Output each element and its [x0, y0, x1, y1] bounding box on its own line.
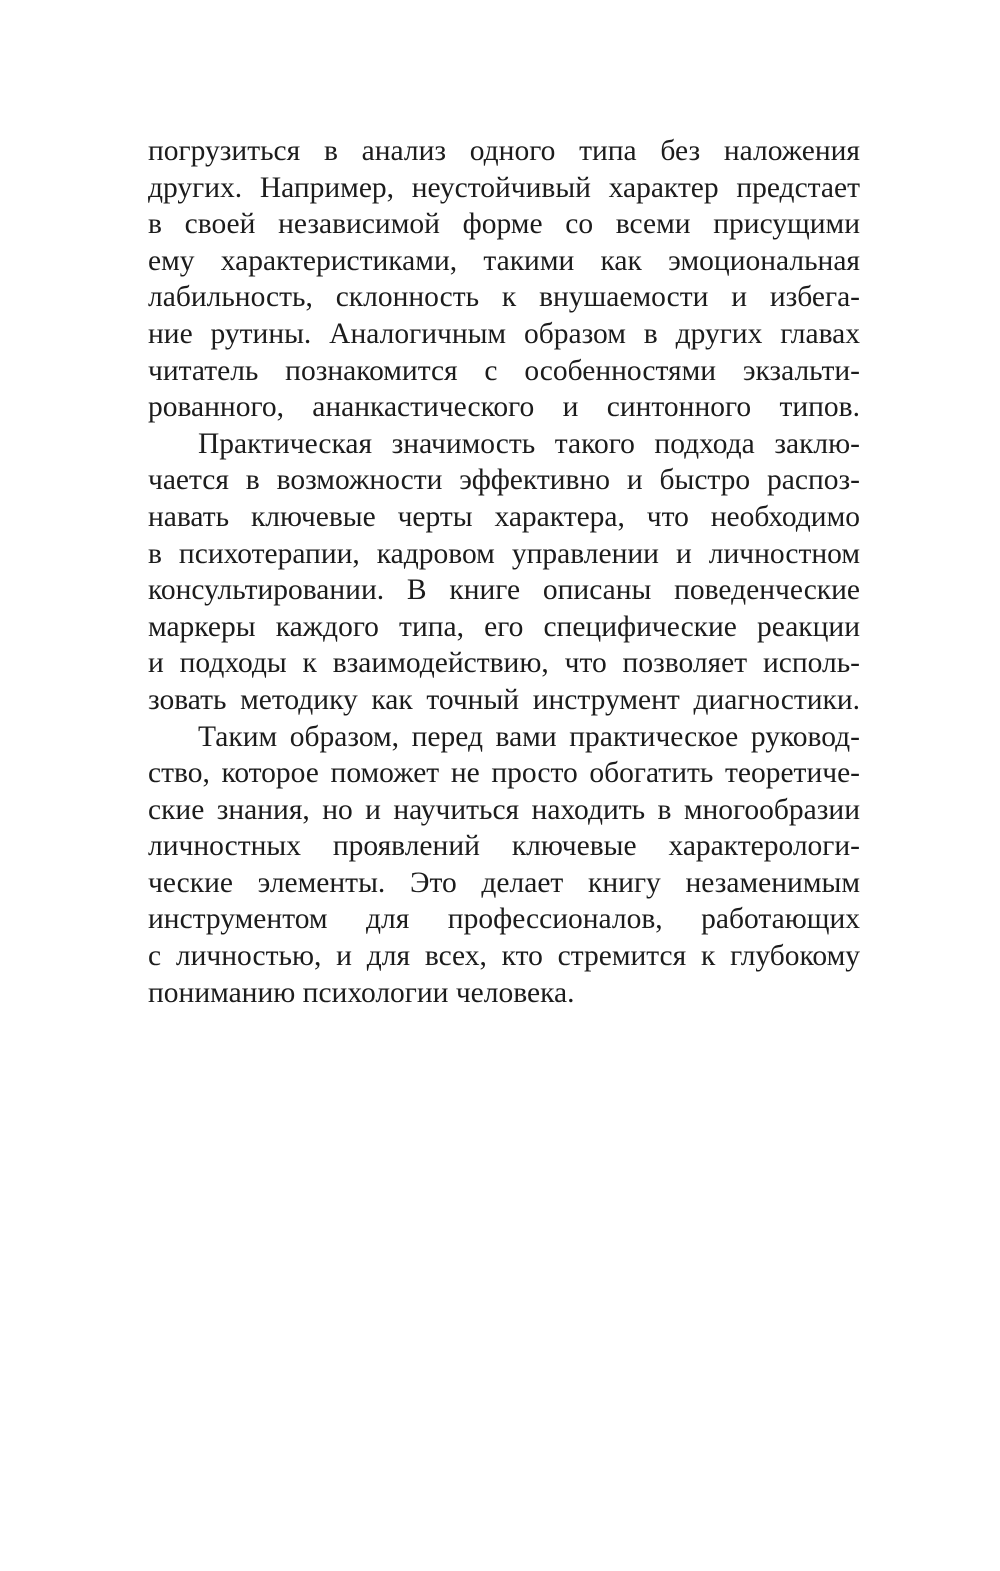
text-line: пониманию психологии человека. [148, 976, 575, 1009]
text-line: и подходы к взаимодействию, что позволяет исполь- [148, 647, 860, 680]
text-line: ческие элементы. Это делает книгу незаменимым [148, 866, 860, 899]
text-line: лабильность, склонность к внушаемости и избега- [148, 281, 860, 314]
body-text [148, 133, 860, 1011]
text-line: других. Например, неустойчивый характер предстает [148, 171, 860, 204]
text-line: рованного, ананкастического и синтонного типов. [148, 391, 860, 424]
text-line: читатель познакомится с особенностями экзальти- [148, 354, 860, 387]
text-line: ему характеристиками, такими как эмоциональная [148, 244, 860, 277]
text-line: чается в возможности эффективно и быстро распоз- [148, 464, 860, 497]
text-line: в психотерапии, кадровом управлении и личностном [148, 537, 860, 570]
text-line: в своей независимой форме со всеми присущими [148, 208, 860, 241]
text-line: ство, которое поможет не просто обогатить теоретиче- [148, 757, 860, 790]
text-line: Таким образом, перед вами практическое руковод- [198, 720, 860, 753]
text-line: инструментом для профессионалов, работающих [148, 903, 860, 936]
text-line: консультировании. В книге описаны поведенческие [148, 574, 860, 607]
text-line: погрузиться в анализ одного типа без наложения [148, 135, 860, 167]
text-line: с личностью, и для всех, кто стремится к глубокому [148, 940, 860, 973]
text-line: ские знания, но и научиться находить в многообразии [148, 793, 860, 826]
text-line: маркеры каждого типа, его специфические реакции [148, 610, 860, 643]
text-line: ние рутины. Аналогичным образом в других главах [148, 317, 860, 350]
text-line: Практическая значимость такого подхода заклю- [198, 427, 860, 460]
text-line: личностных проявлений ключевые характерологи- [148, 830, 860, 863]
text-line: зовать методику как точный инструмент диагностики. [148, 683, 860, 716]
text-line: навать ключевые черты характера, что необходимо [148, 500, 860, 533]
